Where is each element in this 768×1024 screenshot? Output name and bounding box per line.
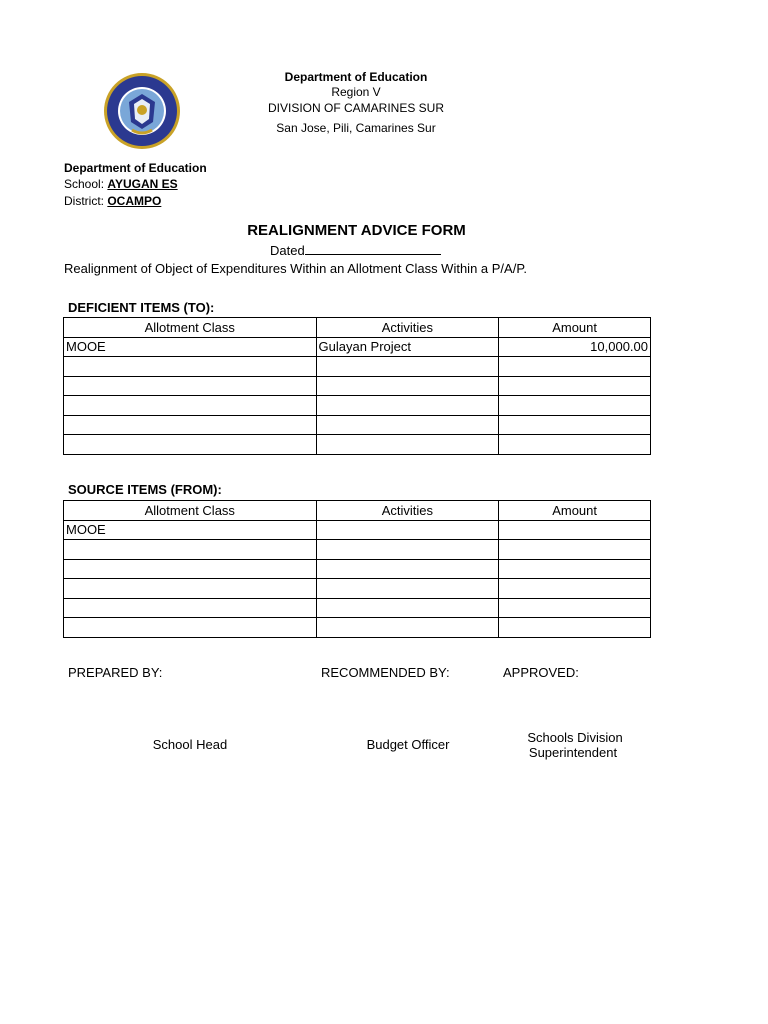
table-cell <box>499 618 651 638</box>
table-cell <box>64 435 317 455</box>
table-cell <box>316 598 499 618</box>
header-line-address: San Jose, Pili, Camarines Sur <box>276 121 436 135</box>
table-row <box>64 598 651 618</box>
table-cell <box>499 376 651 396</box>
col-header: Activities <box>316 318 499 338</box>
table-cell <box>499 559 651 579</box>
deficient-table <box>63 317 651 455</box>
table-cell <box>316 540 499 560</box>
school-value: AYUGAN ES <box>107 177 178 191</box>
table-cell <box>64 618 317 638</box>
table-cell <box>316 618 499 638</box>
col-header: Activities <box>316 501 499 521</box>
table-cell <box>316 435 499 455</box>
table-row <box>64 415 651 435</box>
table-cell <box>499 435 651 455</box>
col-header: Amount <box>499 501 651 521</box>
table-cell <box>316 579 499 599</box>
table-cell: MOOE <box>64 520 317 540</box>
dated-label: Dated <box>270 243 305 258</box>
district-label: District: <box>64 194 104 208</box>
table-row <box>64 520 651 540</box>
approved-name-line2: Superintendent <box>528 745 618 760</box>
info-dept: Department of Education <box>64 161 207 175</box>
table-row <box>64 396 651 416</box>
form-title: REALIGNMENT ADVICE FORM <box>247 222 466 239</box>
district-line <box>64 193 161 209</box>
col-header: Amount <box>499 318 651 338</box>
table-row <box>64 618 651 638</box>
approved-name-line1: Schools Division <box>527 730 623 745</box>
deped-seal-logo <box>103 72 181 150</box>
approved-label: APPROVED: <box>503 665 579 680</box>
district-value: OCAMPO <box>107 194 162 208</box>
table-row <box>64 540 651 560</box>
form-subtitle: Realignment of Object of Expenditures Within an Allotment Class Within a P/A/P. <box>64 261 527 276</box>
col-header: Allotment Class <box>64 318 317 338</box>
header-line-dept: Department of Education <box>284 70 428 84</box>
table-cell: 10,000.00 <box>499 337 651 357</box>
table-cell <box>316 376 499 396</box>
source-heading: SOURCE ITEMS (FROM): <box>68 482 222 497</box>
prepared-by-label: PREPARED BY: <box>68 665 163 680</box>
table-cell <box>316 396 499 416</box>
table-header-row <box>64 501 651 521</box>
table-cell <box>64 559 317 579</box>
table-cell <box>316 415 499 435</box>
table-cell <box>499 598 651 618</box>
table-cell: MOOE <box>64 337 317 357</box>
table-row <box>64 559 651 579</box>
table-row <box>64 435 651 455</box>
table-cell <box>499 540 651 560</box>
table-cell <box>499 396 651 416</box>
deficient-heading: DEFICIENT ITEMS (TO): <box>68 300 215 315</box>
table-cell <box>64 357 317 377</box>
dated-line <box>270 242 441 258</box>
table-cell <box>499 357 651 377</box>
header-line-division: DIVISION OF CAMARINES SUR <box>267 101 445 115</box>
header-line-region: Region V <box>331 85 381 99</box>
table-cell <box>499 520 651 540</box>
school-label: School: <box>64 177 105 191</box>
table-cell <box>316 520 499 540</box>
table-row <box>64 357 651 377</box>
table-cell <box>64 598 317 618</box>
prepared-by-name: School Head <box>152 737 228 752</box>
table-cell <box>64 396 317 416</box>
dated-blank <box>305 242 441 255</box>
recommended-by-label: RECOMMENDED BY: <box>321 665 450 680</box>
table-cell <box>316 357 499 377</box>
table-cell <box>499 579 651 599</box>
table-cell <box>64 376 317 396</box>
table-cell <box>64 579 317 599</box>
recommended-by-name: Budget Officer <box>366 737 450 752</box>
school-line <box>64 176 178 192</box>
table-cell <box>316 559 499 579</box>
table-cell <box>64 540 317 560</box>
table-cell: Gulayan Project <box>316 337 499 357</box>
table-cell <box>499 415 651 435</box>
table-row <box>64 337 651 357</box>
source-table <box>63 500 651 638</box>
table-header-row <box>64 318 651 338</box>
table-row <box>64 376 651 396</box>
table-cell <box>64 415 317 435</box>
table-row <box>64 579 651 599</box>
col-header: Allotment Class <box>64 501 317 521</box>
